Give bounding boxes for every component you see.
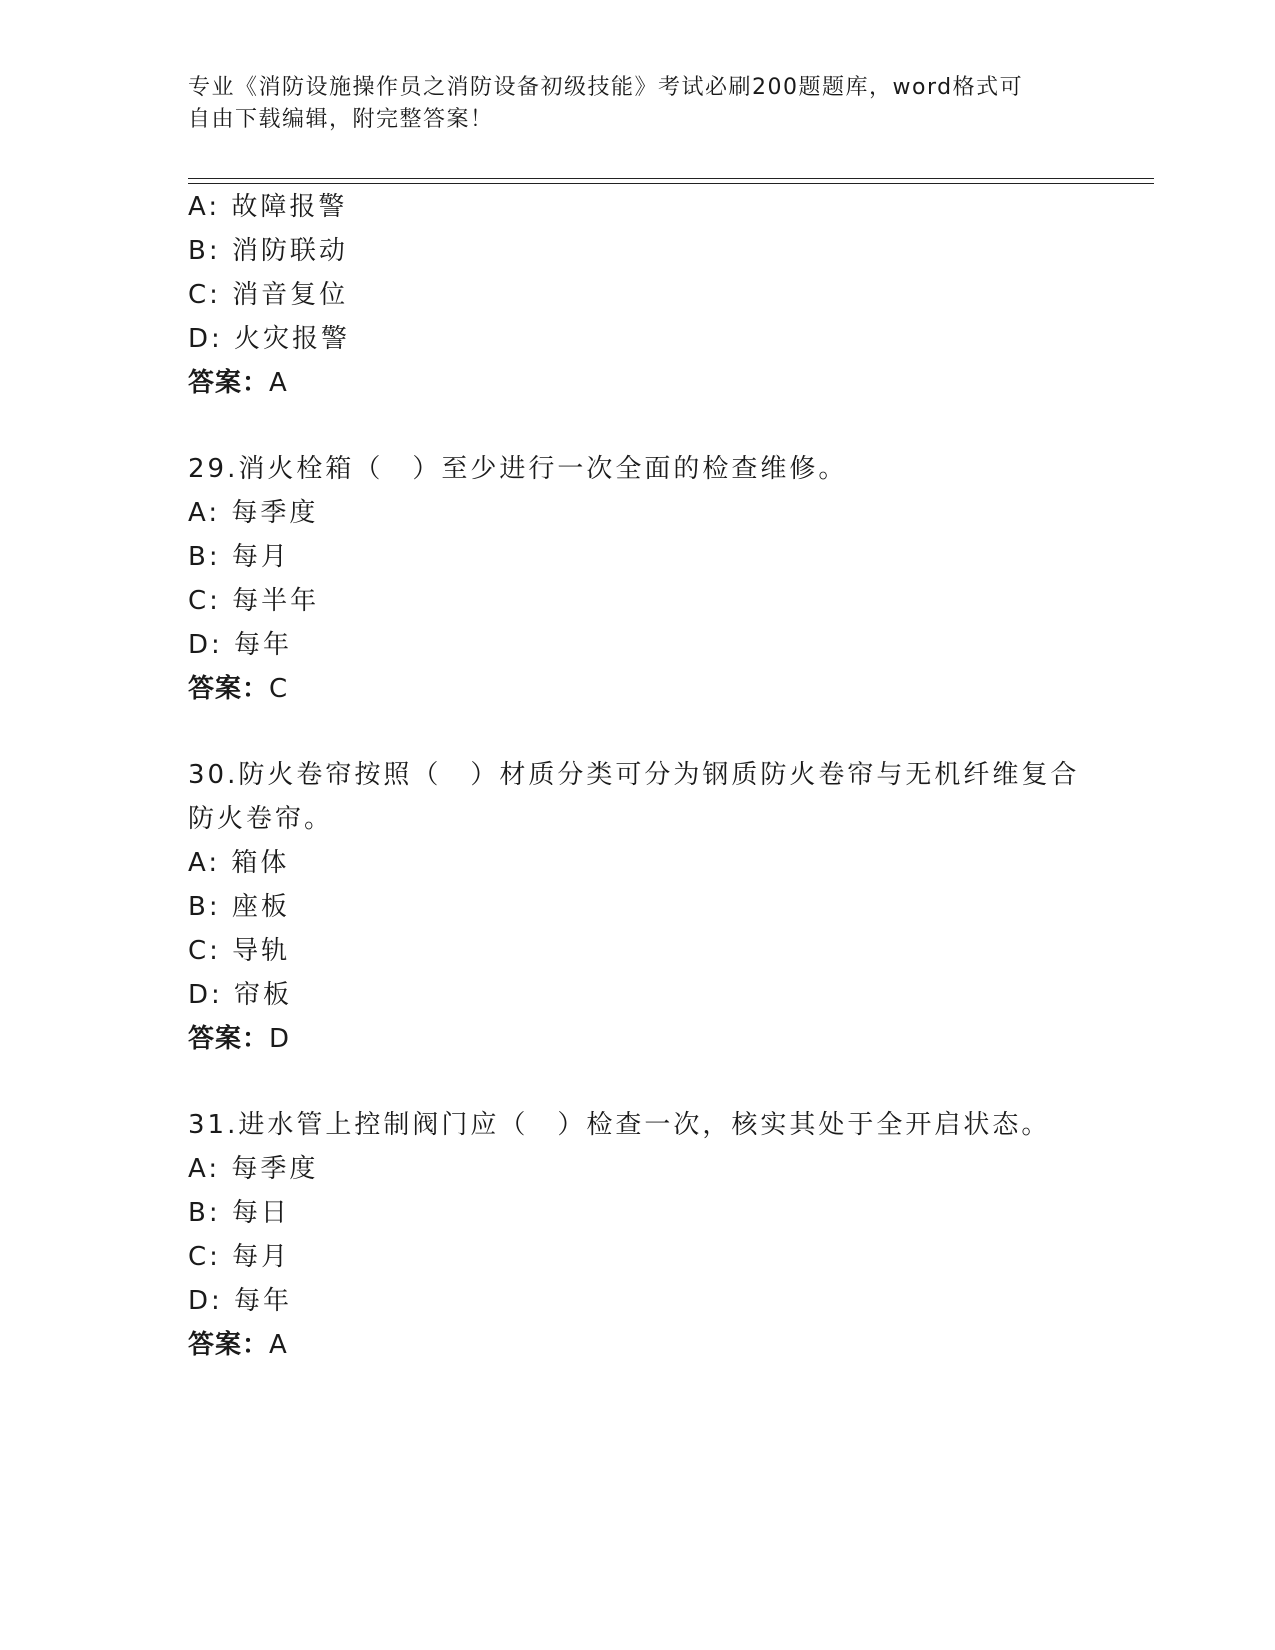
option-c: C: 每月 [188,1242,291,1272]
option-b: B: 每月 [188,542,290,572]
option-b: B: 座板 [188,892,290,922]
option-a: A: 每季度 [188,498,319,528]
option-a: A: 箱体 [188,848,290,878]
header-divider-bottom [188,183,1154,184]
answer-value: A [269,1330,288,1360]
answer-label: 答案： [188,368,270,398]
question-stem: 31.进水管上控制阀门应（ ）检查一次，核实其处于全开启状态。 [188,1110,1051,1140]
answer-label: 答案： [188,1024,270,1054]
question-stem: 29.消火栓箱（ ）至少进行一次全面的检查维修。 [188,454,848,484]
question-stem: 30.防火卷帘按照（ ）材质分类可分为钢质防火卷帘与无机纤维复合 [188,760,1080,790]
answer-line [188,672,288,706]
answer-line [188,1022,290,1056]
option-c: C: 消音复位 [188,280,349,310]
option-b: B: 消防联动 [188,236,348,266]
option-b: B: 每日 [188,1198,290,1228]
header-line-1: 专业《消防设施操作员之消防设备初级技能》考试必刷200题题库，word格式可 [188,75,1024,100]
option-c: C: 导轨 [188,936,291,966]
option-a: A: 故障报警 [188,192,348,222]
document-header [188,72,1068,136]
answer-line [188,366,288,400]
answer-label: 答案： [188,674,270,704]
option-d: D: 帘板 [188,980,293,1010]
question-stem-continued: 防火卷帘。 [188,804,334,834]
option-c: C: 每半年 [188,586,320,616]
header-line-2: 自由下载编辑，附完整答案！ [188,107,494,132]
option-d: D: 火灾报警 [188,324,351,354]
answer-value: A [269,368,288,398]
option-d: D: 每年 [188,1286,293,1316]
answer-label: 答案： [188,1330,270,1360]
option-d: D: 每年 [188,630,293,660]
answer-line [188,1328,288,1362]
header-divider-top [188,178,1154,179]
option-a: A: 每季度 [188,1154,319,1184]
answer-value: C [269,674,289,704]
answer-value: D [269,1024,291,1054]
